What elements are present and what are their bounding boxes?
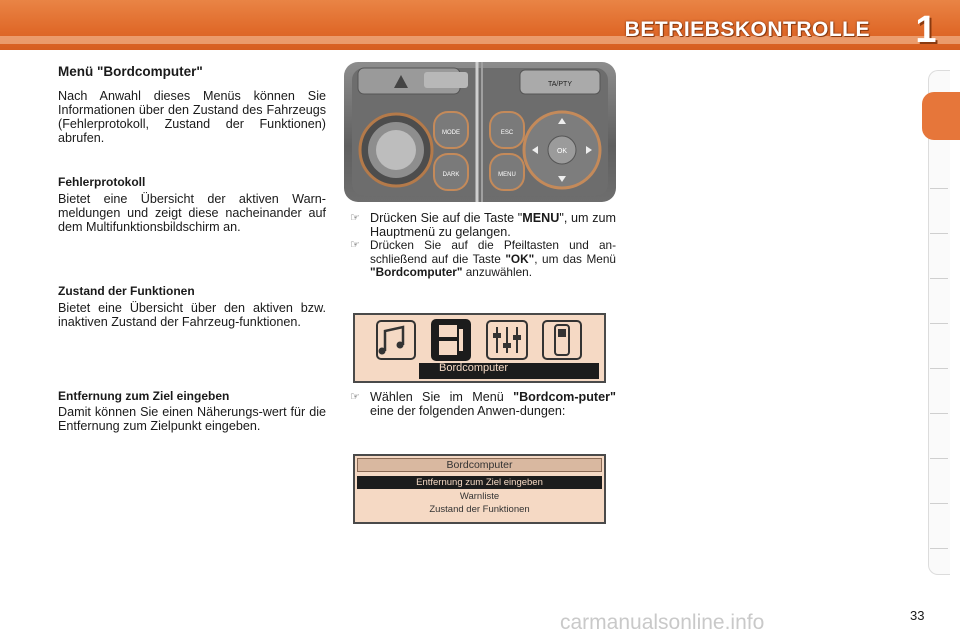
svg-text:ESC: ESC — [500, 130, 514, 136]
control-panel-illustration — [344, 62, 616, 202]
phone-menu-icon — [543, 321, 581, 359]
svg-text:OK: OK — [556, 148, 568, 155]
bullet-icon: ☞ — [350, 239, 360, 251]
submenu-item-selected[interactable]: Entfernung zum Ziel eingeben — [357, 476, 602, 489]
active-chapter-tab[interactable] — [922, 92, 960, 140]
display-submenu — [353, 454, 606, 524]
subheading-fehlerprotokoll: Fehlerprotokoll — [58, 175, 146, 189]
subheading-zustand: Zustand der Funktionen — [58, 284, 195, 298]
settings-menu-icon — [487, 321, 527, 359]
svg-text:DARK: DARK — [442, 172, 460, 178]
paragraph-fehlerprotokoll: Bietet eine Übersicht der aktiven Warn-meldungen und zeigt diese nacheinander auf dem Multifunktionsbildschirm an. — [58, 192, 326, 234]
submenu-item[interactable]: Warnliste — [459, 491, 500, 502]
trip-computer-icon — [431, 319, 471, 361]
bullet-icon: ☞ — [350, 212, 360, 224]
watermark: carmanualsonline.info — [560, 611, 765, 634]
chapter-tab[interactable] — [930, 278, 948, 279]
chapter-tab[interactable] — [930, 188, 948, 189]
chapter-tab[interactable] — [930, 323, 948, 324]
svg-text:MENU: MENU — [498, 172, 516, 178]
subheading-entfernung: Entfernung zum Ziel eingeben — [58, 389, 230, 403]
left-column — [58, 64, 326, 145]
chapter-tab[interactable] — [930, 548, 948, 549]
chapter-title: BETRIEBSKONTROLLE — [624, 18, 870, 41]
paragraph-zustand: Bietet eine Übersicht über den aktiven bzw. inaktiven Zustand der Fahrzeug-funktionen. — [58, 301, 326, 329]
svg-text:TA/PTY: TA/PTY — [548, 81, 572, 88]
chapter-number: 1 — [915, 8, 937, 51]
selected-menu-label: Bordcomputer — [439, 362, 509, 374]
chapter-tab[interactable] — [930, 233, 948, 234]
chapter-tab[interactable] — [930, 368, 948, 369]
svg-text:MODE: MODE — [442, 130, 460, 136]
submenu-title: Bordcomputer — [357, 458, 602, 472]
chapter-tab[interactable] — [930, 458, 948, 459]
section-title: Menü "Bordcomputer" — [58, 64, 203, 79]
chapter-tab[interactable] — [930, 413, 948, 414]
intro-paragraph: Nach Anwahl dieses Menüs können Sie Informationen über den Zustand des Fahrzeugs (Fehlerprotokoll, Zustand der Funktionen) abrufen. — [58, 89, 326, 145]
display-main-menu — [353, 313, 606, 383]
chapter-tab[interactable] — [930, 503, 948, 504]
bullet-icon: ☞ — [350, 391, 360, 403]
submenu-item[interactable]: Zustand der Funktionen — [429, 504, 530, 515]
paragraph-entfernung: Damit können Sie einen Näherungs-wert für die Entfernung zum Zielpunkt eingeben. — [58, 405, 326, 433]
audio-menu-icon — [377, 321, 415, 359]
page-number: 33 — [910, 608, 925, 623]
control-panel-photo — [344, 62, 616, 202]
